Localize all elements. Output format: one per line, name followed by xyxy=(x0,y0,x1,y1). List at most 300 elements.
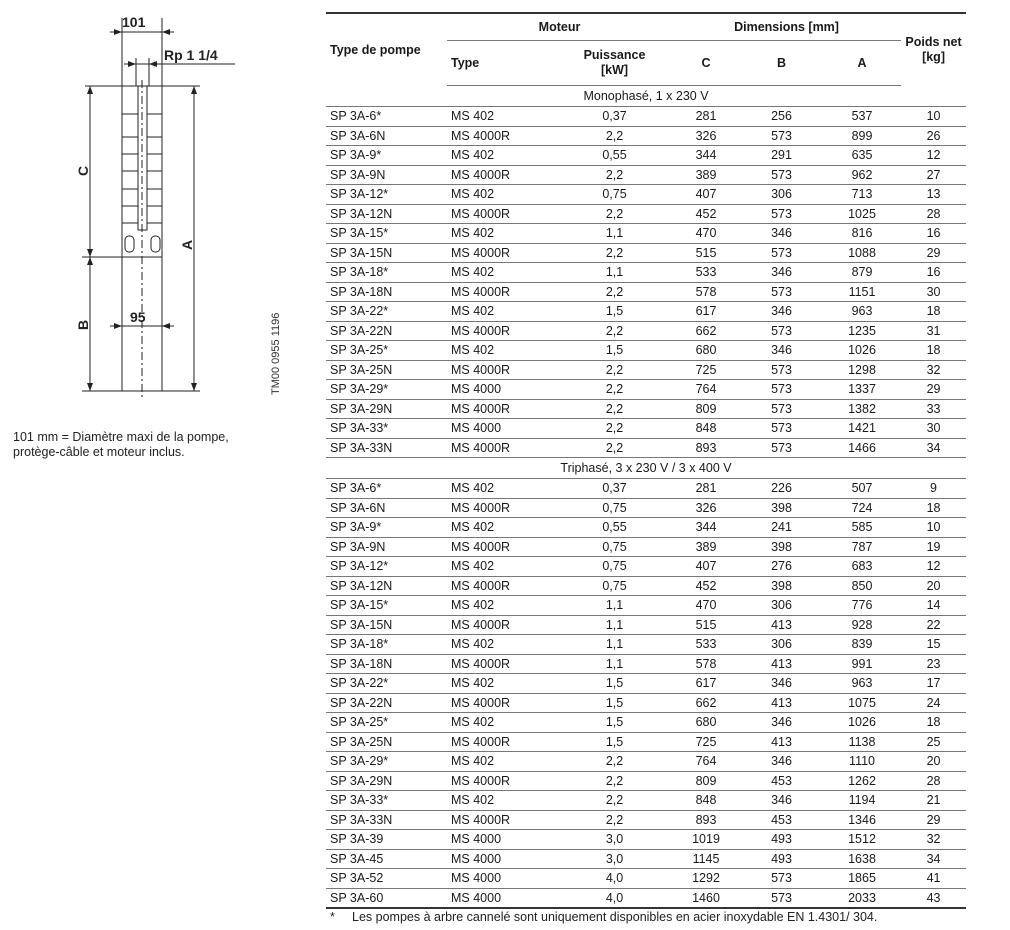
cell-dim-b: 413 xyxy=(740,654,823,674)
cell-dim-c: 764 xyxy=(672,380,740,400)
cell-type-pompe: SP 3A-6* xyxy=(326,107,447,127)
cell-dim-a: 1466 xyxy=(823,438,901,458)
cell-moteur-type: MS 4000 xyxy=(447,380,557,400)
table-row xyxy=(326,693,966,713)
cell-dim-a: 2033 xyxy=(823,888,901,908)
cell-poids-net: 20 xyxy=(901,752,966,772)
cell-poids-net: 18 xyxy=(901,713,966,733)
cell-type-pompe: SP 3A-15N xyxy=(326,615,447,635)
cell-moteur-type: MS 4000R xyxy=(447,576,557,596)
header-poids-net xyxy=(901,13,966,86)
cell-moteur-type: MS 402 xyxy=(447,713,557,733)
cell-type-pompe: SP 3A-15* xyxy=(326,224,447,244)
cell-type-pompe: SP 3A-15N xyxy=(326,243,447,263)
cell-dim-c: 344 xyxy=(672,518,740,538)
cell-dim-b: 346 xyxy=(740,302,823,322)
cell-poids-net: 17 xyxy=(901,674,966,694)
header-puissance-line2: [kW] xyxy=(600,63,629,77)
cell-dim-a: 962 xyxy=(823,165,901,185)
cell-poids-net: 30 xyxy=(901,282,966,302)
cell-dim-b: 413 xyxy=(740,615,823,635)
cell-dim-a: 1512 xyxy=(823,830,901,850)
table-row xyxy=(326,321,966,341)
cell-type-pompe: SP 3A-22N xyxy=(326,693,447,713)
cell-dim-c: 515 xyxy=(672,615,740,635)
cell-dim-c: 533 xyxy=(672,635,740,655)
cell-dim-a: 1298 xyxy=(823,360,901,380)
cell-dim-a: 1075 xyxy=(823,693,901,713)
cell-dim-c: 452 xyxy=(672,204,740,224)
cell-type-pompe: SP 3A-39 xyxy=(326,830,447,850)
cell-dim-b: 573 xyxy=(740,165,823,185)
cell-dim-a: 839 xyxy=(823,635,901,655)
cell-dim-c: 893 xyxy=(672,810,740,830)
cell-dim-b: 573 xyxy=(740,321,823,341)
cell-dim-c: 617 xyxy=(672,302,740,322)
cell-type-pompe: SP 3A-29N xyxy=(326,771,447,791)
cell-moteur-type: MS 402 xyxy=(447,791,557,811)
table-body xyxy=(326,86,966,909)
cell-moteur-type: MS 4000 xyxy=(447,830,557,850)
cell-type-pompe: SP 3A-12* xyxy=(326,185,447,205)
cell-dim-b: 573 xyxy=(740,126,823,146)
table-row xyxy=(326,576,966,596)
cell-type-pompe: SP 3A-29* xyxy=(326,380,447,400)
table-row xyxy=(326,224,966,244)
cell-puissance: 0,55 xyxy=(557,146,672,166)
cell-puissance: 2,2 xyxy=(557,399,672,419)
table-row xyxy=(326,380,966,400)
cell-type-pompe: SP 3A-25* xyxy=(326,341,447,361)
cell-dim-c: 281 xyxy=(672,107,740,127)
cell-moteur-type: MS 4000R xyxy=(447,126,557,146)
cell-moteur-type: MS 402 xyxy=(447,185,557,205)
header-puissance xyxy=(557,41,672,86)
header-moteur: Moteur xyxy=(447,13,672,41)
header-dimensions: Dimensions [mm] xyxy=(672,13,901,41)
cell-poids-net: 33 xyxy=(901,399,966,419)
cell-moteur-type: MS 4000R xyxy=(447,615,557,635)
cell-dim-a: 537 xyxy=(823,107,901,127)
cell-dim-b: 256 xyxy=(740,107,823,127)
cell-moteur-type: MS 402 xyxy=(447,479,557,499)
cell-dim-c: 725 xyxy=(672,732,740,752)
cell-dim-b: 276 xyxy=(740,557,823,577)
cell-type-pompe: SP 3A-9* xyxy=(326,146,447,166)
cell-dim-a: 1138 xyxy=(823,732,901,752)
drawing-code: TM00 0955 1196 xyxy=(270,312,282,395)
cell-dim-a: 1421 xyxy=(823,419,901,439)
cell-puissance: 3,0 xyxy=(557,830,672,850)
cell-type-pompe: SP 3A-22* xyxy=(326,674,447,694)
cell-moteur-type: MS 4000 xyxy=(447,888,557,908)
cell-puissance: 1,1 xyxy=(557,654,672,674)
cell-puissance: 0,37 xyxy=(557,107,672,127)
cell-dim-c: 281 xyxy=(672,479,740,499)
cell-dim-c: 533 xyxy=(672,263,740,283)
cell-dim-b: 573 xyxy=(740,419,823,439)
cell-poids-net: 13 xyxy=(901,185,966,205)
cell-poids-net: 20 xyxy=(901,576,966,596)
table-row xyxy=(326,360,966,380)
table-row xyxy=(326,302,966,322)
cell-type-pompe: SP 3A-22* xyxy=(326,302,447,322)
cell-dim-a: 713 xyxy=(823,185,901,205)
footnote xyxy=(330,910,877,924)
cell-dim-a: 585 xyxy=(823,518,901,538)
cell-dim-c: 764 xyxy=(672,752,740,772)
cell-dim-b: 573 xyxy=(740,282,823,302)
cell-moteur-type: MS 402 xyxy=(447,341,557,361)
section-title: Monophasé, 1 x 230 V xyxy=(326,86,966,107)
cell-dim-c: 1292 xyxy=(672,869,740,889)
cell-puissance: 1,5 xyxy=(557,341,672,361)
cell-type-pompe: SP 3A-15* xyxy=(326,596,447,616)
cell-poids-net: 43 xyxy=(901,888,966,908)
cell-dim-c: 578 xyxy=(672,654,740,674)
cell-dim-a: 1235 xyxy=(823,321,901,341)
cell-moteur-type: MS 4000R xyxy=(447,693,557,713)
cell-dim-b: 306 xyxy=(740,596,823,616)
cell-moteur-type: MS 402 xyxy=(447,263,557,283)
cell-dim-a: 991 xyxy=(823,654,901,674)
cell-dim-b: 573 xyxy=(740,438,823,458)
cell-poids-net: 12 xyxy=(901,146,966,166)
footnote-marker: * xyxy=(330,910,335,924)
cell-poids-net: 41 xyxy=(901,869,966,889)
cell-moteur-type: MS 402 xyxy=(447,596,557,616)
cell-dim-a: 1865 xyxy=(823,869,901,889)
cell-dim-a: 1346 xyxy=(823,810,901,830)
cell-poids-net: 15 xyxy=(901,635,966,655)
dim-width-top: 101 xyxy=(122,14,146,30)
cell-moteur-type: MS 4000R xyxy=(447,537,557,557)
cell-dim-c: 470 xyxy=(672,596,740,616)
cell-puissance: 0,75 xyxy=(557,185,672,205)
cell-puissance: 2,2 xyxy=(557,752,672,772)
cell-poids-net: 19 xyxy=(901,537,966,557)
cell-poids-net: 29 xyxy=(901,810,966,830)
cell-type-pompe: SP 3A-25N xyxy=(326,732,447,752)
dim-b-label: B xyxy=(75,319,91,330)
cell-dim-c: 809 xyxy=(672,399,740,419)
cell-moteur-type: MS 4000R xyxy=(447,321,557,341)
cell-dim-b: 413 xyxy=(740,693,823,713)
cell-dim-c: 848 xyxy=(672,419,740,439)
table-row xyxy=(326,771,966,791)
table-row xyxy=(326,146,966,166)
cell-dim-c: 662 xyxy=(672,693,740,713)
cell-poids-net: 24 xyxy=(901,693,966,713)
cell-type-pompe: SP 3A-52 xyxy=(326,869,447,889)
cell-puissance: 2,2 xyxy=(557,438,672,458)
table-row xyxy=(326,888,966,908)
cell-puissance: 1,5 xyxy=(557,693,672,713)
cell-poids-net: 22 xyxy=(901,615,966,635)
cell-dim-c: 470 xyxy=(672,224,740,244)
cell-poids-net: 28 xyxy=(901,771,966,791)
cell-dim-a: 507 xyxy=(823,479,901,499)
header-dim-c: C xyxy=(672,41,740,86)
cell-moteur-type: MS 4000R xyxy=(447,282,557,302)
cell-poids-net: 32 xyxy=(901,360,966,380)
cell-dim-c: 680 xyxy=(672,713,740,733)
header-poids-line1: Poids net xyxy=(905,34,962,49)
cell-puissance: 1,1 xyxy=(557,635,672,655)
cell-puissance: 1,5 xyxy=(557,674,672,694)
cell-dim-b: 306 xyxy=(740,185,823,205)
table-row xyxy=(326,752,966,772)
cell-moteur-type: MS 4000 xyxy=(447,419,557,439)
cell-dim-b: 398 xyxy=(740,576,823,596)
table-row xyxy=(326,399,966,419)
table-row xyxy=(326,438,966,458)
cell-poids-net: 16 xyxy=(901,224,966,244)
cell-dim-c: 407 xyxy=(672,557,740,577)
cell-poids-net: 29 xyxy=(901,243,966,263)
table-row xyxy=(326,243,966,263)
cell-puissance: 0,75 xyxy=(557,557,672,577)
cell-type-pompe: SP 3A-45 xyxy=(326,849,447,869)
cell-dim-c: 893 xyxy=(672,438,740,458)
cell-dim-b: 346 xyxy=(740,224,823,244)
cell-moteur-type: MS 4000R xyxy=(447,165,557,185)
cell-dim-a: 1026 xyxy=(823,713,901,733)
cell-type-pompe: SP 3A-6N xyxy=(326,126,447,146)
cell-dim-b: 573 xyxy=(740,360,823,380)
cell-puissance: 3,0 xyxy=(557,849,672,869)
cell-dim-c: 680 xyxy=(672,341,740,361)
cell-dim-b: 493 xyxy=(740,849,823,869)
cell-type-pompe: SP 3A-33N xyxy=(326,438,447,458)
cell-type-pompe: SP 3A-9N xyxy=(326,537,447,557)
footnote-text: Les pompes à arbre cannelé sont uniquement disponibles en acier inoxydable EN 1.4301/ 304. xyxy=(352,910,878,924)
cell-puissance: 4,0 xyxy=(557,888,672,908)
header-dim-b: B xyxy=(740,41,823,86)
cell-puissance: 2,2 xyxy=(557,419,672,439)
cell-moteur-type: MS 402 xyxy=(447,518,557,538)
cell-dim-c: 848 xyxy=(672,791,740,811)
cell-moteur-type: MS 4000R xyxy=(447,732,557,752)
cell-puissance: 4,0 xyxy=(557,869,672,889)
cell-dim-a: 963 xyxy=(823,302,901,322)
cell-dim-a: 1026 xyxy=(823,341,901,361)
header-poids-line2: [kg] xyxy=(922,49,945,64)
cell-dim-b: 346 xyxy=(740,791,823,811)
cell-dim-a: 1110 xyxy=(823,752,901,772)
cell-type-pompe: SP 3A-25N xyxy=(326,360,447,380)
cell-dim-c: 452 xyxy=(672,576,740,596)
cell-poids-net: 34 xyxy=(901,849,966,869)
cell-puissance: 1,5 xyxy=(557,732,672,752)
cell-dim-a: 1337 xyxy=(823,380,901,400)
table-row xyxy=(326,479,966,499)
cell-dim-c: 344 xyxy=(672,146,740,166)
cell-type-pompe: SP 3A-18N xyxy=(326,282,447,302)
cell-moteur-type: MS 402 xyxy=(447,146,557,166)
cell-dim-b: 398 xyxy=(740,537,823,557)
cell-dim-c: 617 xyxy=(672,674,740,694)
table-row xyxy=(326,830,966,850)
cell-puissance: 2,2 xyxy=(557,380,672,400)
table-row xyxy=(326,557,966,577)
dimensions-table-container xyxy=(326,12,966,909)
cell-type-pompe: SP 3A-6N xyxy=(326,498,447,518)
cell-dim-a: 850 xyxy=(823,576,901,596)
table-row xyxy=(326,185,966,205)
cell-puissance: 1,1 xyxy=(557,263,672,283)
cell-puissance: 2,2 xyxy=(557,282,672,302)
cell-dim-b: 573 xyxy=(740,380,823,400)
cell-puissance: 1,1 xyxy=(557,596,672,616)
cell-dim-a: 1151 xyxy=(823,282,901,302)
cell-poids-net: 18 xyxy=(901,498,966,518)
table-row xyxy=(326,126,966,146)
cell-type-pompe: SP 3A-60 xyxy=(326,888,447,908)
table-row xyxy=(326,791,966,811)
cell-dim-a: 1088 xyxy=(823,243,901,263)
cell-dim-b: 241 xyxy=(740,518,823,538)
cell-type-pompe: SP 3A-12N xyxy=(326,204,447,224)
cell-type-pompe: SP 3A-12* xyxy=(326,557,447,577)
cell-puissance: 2,2 xyxy=(557,791,672,811)
section-header-row xyxy=(326,86,966,107)
cell-puissance: 2,2 xyxy=(557,243,672,263)
cell-type-pompe: SP 3A-12N xyxy=(326,576,447,596)
cell-puissance: 2,2 xyxy=(557,321,672,341)
cell-dim-a: 963 xyxy=(823,674,901,694)
cell-dim-b: 346 xyxy=(740,674,823,694)
cell-poids-net: 9 xyxy=(901,479,966,499)
cell-moteur-type: MS 4000R xyxy=(447,438,557,458)
cell-moteur-type: MS 4000R xyxy=(447,204,557,224)
cell-puissance: 2,2 xyxy=(557,204,672,224)
cell-dim-c: 1145 xyxy=(672,849,740,869)
cell-puissance: 0,75 xyxy=(557,576,672,596)
cell-dim-a: 1638 xyxy=(823,849,901,869)
cell-type-pompe: SP 3A-22N xyxy=(326,321,447,341)
cell-moteur-type: MS 4000 xyxy=(447,849,557,869)
cell-puissance: 0,75 xyxy=(557,498,672,518)
dim-connection: Rp 1 1/4 xyxy=(164,47,218,63)
table-row xyxy=(326,537,966,557)
cell-dim-b: 346 xyxy=(740,713,823,733)
cell-poids-net: 14 xyxy=(901,596,966,616)
cell-dim-b: 346 xyxy=(740,341,823,361)
cell-moteur-type: MS 4000R xyxy=(447,771,557,791)
cell-moteur-type: MS 402 xyxy=(447,635,557,655)
cell-poids-net: 10 xyxy=(901,107,966,127)
cell-dim-c: 1460 xyxy=(672,888,740,908)
header-puissance-line1: Puissance xyxy=(583,48,646,62)
table-row xyxy=(326,204,966,224)
header-dim-a: A xyxy=(823,41,901,86)
cell-moteur-type: MS 4000R xyxy=(447,498,557,518)
cell-puissance: 1,1 xyxy=(557,224,672,244)
cell-puissance: 0,37 xyxy=(557,479,672,499)
table-row xyxy=(326,635,966,655)
cell-poids-net: 30 xyxy=(901,419,966,439)
cell-dim-b: 573 xyxy=(740,399,823,419)
cell-dim-b: 493 xyxy=(740,830,823,850)
cell-dim-a: 879 xyxy=(823,263,901,283)
cell-dim-b: 573 xyxy=(740,204,823,224)
dim-a-label: A xyxy=(179,239,195,250)
table-row xyxy=(326,869,966,889)
cell-dim-c: 515 xyxy=(672,243,740,263)
header-moteur-type: Type xyxy=(447,41,557,86)
cell-type-pompe: SP 3A-33* xyxy=(326,419,447,439)
cell-poids-net: 21 xyxy=(901,791,966,811)
cell-moteur-type: MS 402 xyxy=(447,674,557,694)
cell-dim-a: 899 xyxy=(823,126,901,146)
cell-moteur-type: MS 402 xyxy=(447,302,557,322)
cell-type-pompe: SP 3A-29N xyxy=(326,399,447,419)
cell-dim-a: 1025 xyxy=(823,204,901,224)
cell-type-pompe: SP 3A-25* xyxy=(326,713,447,733)
cell-type-pompe: SP 3A-18N xyxy=(326,654,447,674)
cell-poids-net: 18 xyxy=(901,341,966,361)
cell-poids-net: 31 xyxy=(901,321,966,341)
cell-dim-b: 453 xyxy=(740,810,823,830)
cell-moteur-type: MS 4000R xyxy=(447,399,557,419)
cell-puissance: 2,2 xyxy=(557,360,672,380)
cell-dim-c: 578 xyxy=(672,282,740,302)
cell-moteur-type: MS 4000R xyxy=(447,243,557,263)
cell-type-pompe: SP 3A-29* xyxy=(326,752,447,772)
cell-moteur-type: MS 402 xyxy=(447,224,557,244)
cell-dim-a: 816 xyxy=(823,224,901,244)
cell-dim-a: 787 xyxy=(823,537,901,557)
cell-moteur-type: MS 4000R xyxy=(447,810,557,830)
cell-type-pompe: SP 3A-33N xyxy=(326,810,447,830)
cell-moteur-type: MS 4000R xyxy=(447,654,557,674)
cell-poids-net: 28 xyxy=(901,204,966,224)
cell-dim-a: 1194 xyxy=(823,791,901,811)
cell-poids-net: 26 xyxy=(901,126,966,146)
cell-moteur-type: MS 402 xyxy=(447,107,557,127)
caption-line-2: protège-câble et moteur inclus. xyxy=(13,445,185,459)
table-row xyxy=(326,282,966,302)
dimensions-table xyxy=(326,12,966,909)
cell-dim-c: 389 xyxy=(672,165,740,185)
cell-dim-a: 724 xyxy=(823,498,901,518)
cell-dim-c: 662 xyxy=(672,321,740,341)
cell-moteur-type: MS 402 xyxy=(447,752,557,772)
table-row xyxy=(326,810,966,830)
cell-poids-net: 12 xyxy=(901,557,966,577)
caption-line-1: 101 mm = Diamètre maxi de la pompe, xyxy=(13,430,229,444)
cell-dim-c: 389 xyxy=(672,537,740,557)
cell-dim-a: 635 xyxy=(823,146,901,166)
cell-dim-b: 398 xyxy=(740,498,823,518)
cell-poids-net: 29 xyxy=(901,380,966,400)
table-row xyxy=(326,596,966,616)
diagram-caption xyxy=(13,430,229,460)
cell-puissance: 1,5 xyxy=(557,302,672,322)
cell-dim-a: 1262 xyxy=(823,771,901,791)
cell-dim-a: 928 xyxy=(823,615,901,635)
cell-type-pompe: SP 3A-18* xyxy=(326,635,447,655)
cell-puissance: 2,2 xyxy=(557,165,672,185)
table-row xyxy=(326,713,966,733)
cell-moteur-type: MS 4000R xyxy=(447,360,557,380)
cell-poids-net: 18 xyxy=(901,302,966,322)
section-header-row xyxy=(326,458,966,479)
cell-type-pompe: SP 3A-9* xyxy=(326,518,447,538)
cell-dim-a: 776 xyxy=(823,596,901,616)
cell-dim-c: 326 xyxy=(672,498,740,518)
